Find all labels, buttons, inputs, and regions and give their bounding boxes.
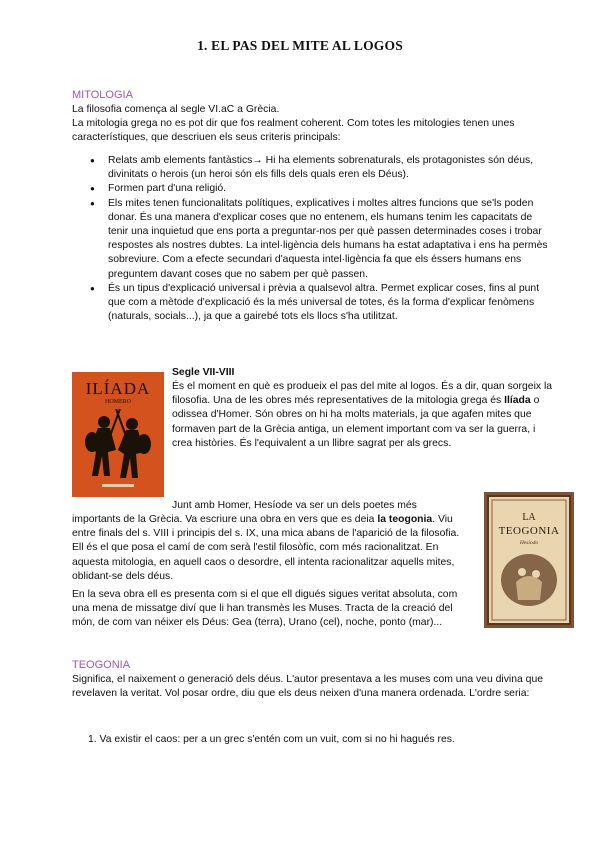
mitologia-line-1: La filosofia comença al segle VI.aC a Grècia. <box>72 104 280 115</box>
iliada-cover-author: HOMERO <box>104 399 132 405</box>
segle-p2-text-a: importants de la Grècia. Va escriure una obra en vers que es deia <box>72 514 378 525</box>
teogonia-cover-title: TEOGONIA <box>498 525 560 537</box>
iliada-cover-image <box>72 372 164 497</box>
teogonia-cover-image <box>484 492 574 628</box>
list-item: ● Els mites tenen funcionalitats polítiques, explicatives i moltes altres funcions que se'ls poden donar. És una manera d'explicar coses que no entenem, els humans tenim les capacitats de tenir una inquietud que ens porta a preguntar-nos per què passen determinades coses i trobar respostes als nostres dubtes. La intel·ligència dels humans ha estat adaptativa i ens ha permès sobreviure. Com a efecte secundari d'aquesta intel·ligència fa que els éssers humans ens preguntem davant coses que no sabem per què passen. <box>88 197 550 282</box>
teogonia-cover-author: Hesíodo <box>519 540 539 546</box>
mitologia-characteristics-list <box>88 154 550 324</box>
list-item: 1. Va existir el caos: per a un grec s'entén com un vuit, com si no hi hagués res. <box>88 734 455 745</box>
teogonia-cover-art <box>484 492 574 628</box>
section-heading-mitologia: MITOLOGIA <box>72 89 133 101</box>
segle-p2-text-b: . Viu entre finals del s. VIII i principis del s. IX, una mica abans de l'aparició de la filosofia. Ell és el que posa el camí de com serà l'estil filosòfic, com més racionalitzat. En aquesta mitologia, en aquell caos o desordre, ell intenta racionalitzar aquells mites, oblidant-se dels déus. <box>72 514 460 582</box>
segle-paragraph-2 <box>72 513 466 584</box>
list-item: ● És un tipus d'explicació universal i prèvia a qualsevol altra. Permet explicar coses, fins al punt que com a mètode d'explicació és la més universal de totes, és la forma d'explicar fenòmens (naturals, socials...), ja que a gairebé tots els llocs s'ha utilitzat. <box>88 282 550 325</box>
iliada-cover-art <box>72 372 164 497</box>
teogonia-paragraph: Significa, el naixement o generació dels déus. L'autor presentava a les muses com una veu divina que revelaven la veritat. Vol posar ordre, diu que els deus neixen d'una manera ordenada. L'ordre seria: <box>72 674 543 700</box>
segle-paragraph-1 <box>172 380 554 451</box>
iliada-cover-title: ILÍADA <box>85 379 151 398</box>
iliada-bold: Ilíada <box>504 395 531 407</box>
list-item: ● Formen part d'una religió. <box>88 182 550 196</box>
teogonia-order-list <box>88 733 548 747</box>
segle-paragraph-3: En la seva obra ell es presenta com si el que ell digués sigues veritat absoluta, com una mena de missatge diví que li han transmès les Muses. Tracta de la creació del món, de com van néixer els Déus: Gea (terra), Urano (cel), noche, ponto (mar)... <box>72 589 458 629</box>
segle-paragraph-2-first-line: Junt amb Homer, Hesíode va ser un dels poetes més <box>172 500 417 511</box>
teogonia-bold: la teogonia <box>377 514 433 525</box>
section-heading-teogonia: TEOGONIA <box>72 659 131 671</box>
segle-heading: Segle VII-VIII <box>172 367 235 378</box>
segle-p1-text-b: o odissea d'Homer. Són obres on hi ha molts materials, ja que agafen mites que formaven part de la Grècia antiga, un element important com va ser la guerra, i crea històries. És l'equivalent a un llibre sagrat per als grecs. <box>172 395 540 449</box>
mitologia-intro: La mitologia grega no es pot dir que fos realment coherent. Com totes les mitologies tenen unes característiques, que descriuen els seus criteris principals: <box>72 118 515 144</box>
segle-p1-text-a: És el moment en què es produeix el pas del mite al logos. És a dir, quan sorgeix la filosofia. Una de les obres més representatives de la mitologia grega és <box>172 381 553 407</box>
page-title: 1. EL PAS DEL MITE AL LOGOS <box>197 38 403 53</box>
list-item: ● Relats amb elements fantàstics→ Hi ha elements sobrenaturals, els protagonistes són déus, divinitats o herois (un heroi són els fills dels quals eren els Déus). <box>88 154 550 182</box>
teogonia-cover-title-top: LA <box>522 512 536 523</box>
